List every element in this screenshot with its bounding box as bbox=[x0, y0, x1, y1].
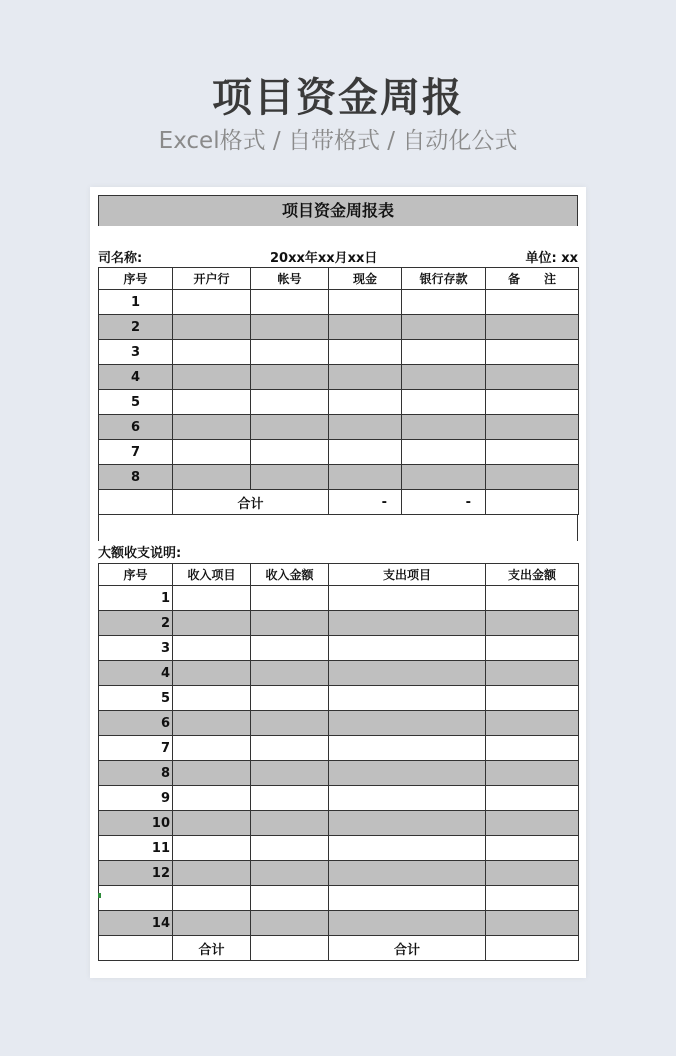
table-cell[interactable] bbox=[486, 440, 579, 465]
table-cell[interactable] bbox=[251, 911, 329, 936]
table-cell[interactable] bbox=[251, 465, 329, 490]
header-cell: 开户行 bbox=[173, 268, 251, 290]
spreadsheet-preview bbox=[90, 187, 586, 978]
total-expense-label[interactable]: 合计 bbox=[329, 936, 486, 961]
sheet-content bbox=[98, 195, 578, 961]
table-row bbox=[99, 886, 579, 911]
table-row bbox=[99, 440, 579, 465]
row-number-cell[interactable]: 10 bbox=[99, 811, 173, 836]
table-row bbox=[99, 786, 579, 811]
table-cell[interactable] bbox=[251, 736, 329, 761]
header-cell: 现金 bbox=[329, 268, 402, 290]
row-number-cell[interactable]: 4 bbox=[99, 365, 173, 390]
table-cell[interactable] bbox=[329, 340, 402, 365]
table-row bbox=[99, 415, 579, 440]
table-cell[interactable] bbox=[329, 636, 486, 661]
table-cell[interactable] bbox=[173, 811, 251, 836]
table-cell[interactable] bbox=[251, 586, 329, 611]
table-cell[interactable] bbox=[402, 415, 486, 440]
table-cell[interactable] bbox=[173, 736, 251, 761]
cell-indicator-mark bbox=[98, 893, 101, 898]
section-label: 大额收支说明: bbox=[98, 546, 182, 561]
company-label: 司名称: bbox=[98, 251, 143, 266]
table-cell[interactable] bbox=[486, 586, 579, 611]
table-cell[interactable] bbox=[173, 886, 251, 911]
table-row bbox=[99, 861, 579, 886]
table-row bbox=[99, 811, 579, 836]
table-cell[interactable] bbox=[251, 340, 329, 365]
header-cell: 银行存款 bbox=[402, 268, 486, 290]
table-cell[interactable] bbox=[329, 861, 486, 886]
table-cell[interactable] bbox=[251, 861, 329, 886]
row-number-cell[interactable]: 2 bbox=[99, 611, 173, 636]
table-cell[interactable] bbox=[173, 861, 251, 886]
table-cell[interactable] bbox=[251, 636, 329, 661]
table-row bbox=[99, 761, 579, 786]
table-cell[interactable] bbox=[329, 686, 486, 711]
table-row bbox=[99, 390, 579, 415]
table-cell[interactable] bbox=[329, 290, 402, 315]
table-cell[interactable] bbox=[251, 761, 329, 786]
table-cell[interactable] bbox=[251, 686, 329, 711]
table-cell[interactable] bbox=[251, 836, 329, 861]
row-number-cell[interactable]: 1 bbox=[99, 586, 173, 611]
table-cell[interactable] bbox=[173, 836, 251, 861]
table-cell[interactable] bbox=[329, 761, 486, 786]
table-cell[interactable] bbox=[173, 636, 251, 661]
table-row bbox=[99, 340, 579, 365]
table-cell[interactable] bbox=[99, 936, 173, 961]
spacer bbox=[98, 515, 578, 541]
table-cell[interactable] bbox=[173, 390, 251, 415]
table-row bbox=[99, 636, 579, 661]
sheet-info-row bbox=[98, 242, 578, 267]
table-cell[interactable] bbox=[486, 390, 579, 415]
table-row bbox=[99, 911, 579, 936]
table-cell[interactable] bbox=[173, 415, 251, 440]
table-cell[interactable] bbox=[99, 490, 173, 515]
row-number-cell[interactable]: 11 bbox=[99, 836, 173, 861]
table-cell[interactable] bbox=[329, 415, 402, 440]
table-cell[interactable] bbox=[329, 586, 486, 611]
table-header-row bbox=[99, 268, 579, 290]
table-cell[interactable] bbox=[251, 315, 329, 340]
header-cell: 帐号 bbox=[251, 268, 329, 290]
row-number-cell[interactable]: 7 bbox=[99, 440, 173, 465]
header-cell: 备 注 bbox=[486, 268, 579, 290]
table-cell[interactable] bbox=[329, 390, 402, 415]
date-label: 20xx年xx月xx日 bbox=[270, 251, 378, 266]
row-number-cell[interactable]: 4 bbox=[99, 661, 173, 686]
table-cell[interactable] bbox=[402, 290, 486, 315]
table-header-row bbox=[99, 564, 579, 586]
table-cell[interactable] bbox=[173, 911, 251, 936]
spacer bbox=[98, 226, 578, 242]
table-cell[interactable] bbox=[486, 936, 579, 961]
table-cell[interactable] bbox=[251, 611, 329, 636]
table-cell[interactable] bbox=[251, 415, 329, 440]
table-cell[interactable] bbox=[329, 611, 486, 636]
table-cell[interactable] bbox=[173, 611, 251, 636]
table-cell[interactable] bbox=[173, 340, 251, 365]
row-number-cell[interactable]: 3 bbox=[99, 340, 173, 365]
table-cell[interactable] bbox=[329, 811, 486, 836]
row-number-cell[interactable]: 3 bbox=[99, 636, 173, 661]
table-cell[interactable] bbox=[173, 465, 251, 490]
table-cell[interactable] bbox=[329, 786, 486, 811]
page-title: 项目资金周报 bbox=[212, 75, 464, 121]
table-cell[interactable] bbox=[251, 440, 329, 465]
table-row bbox=[99, 586, 579, 611]
table-cell[interactable] bbox=[251, 786, 329, 811]
table-cell[interactable] bbox=[173, 586, 251, 611]
total-label[interactable]: 合计 bbox=[173, 490, 329, 515]
unit-label: 单位: xx bbox=[525, 251, 578, 266]
table-cell[interactable] bbox=[486, 290, 579, 315]
header-cell: 支出项目 bbox=[329, 564, 486, 586]
row-number-cell[interactable]: 8 bbox=[99, 465, 173, 490]
large-transactions-table bbox=[98, 563, 579, 961]
table-row bbox=[99, 661, 579, 686]
table-row bbox=[99, 365, 579, 390]
table-cell[interactable] bbox=[486, 886, 579, 911]
table-cell[interactable] bbox=[173, 761, 251, 786]
total-row bbox=[99, 490, 579, 515]
row-number-cell[interactable]: 12 bbox=[99, 861, 173, 886]
table-cell[interactable] bbox=[486, 340, 579, 365]
table-cell[interactable] bbox=[486, 786, 579, 811]
table-cell[interactable] bbox=[329, 465, 402, 490]
table-row bbox=[99, 611, 579, 636]
row-number-cell[interactable]: 6 bbox=[99, 415, 173, 440]
table-cell[interactable] bbox=[173, 661, 251, 686]
table-cell[interactable] bbox=[486, 736, 579, 761]
row-number-cell[interactable]: 6 bbox=[99, 711, 173, 736]
header-cell: 序号 bbox=[99, 564, 173, 586]
table-cell[interactable] bbox=[329, 711, 486, 736]
table-cell[interactable] bbox=[173, 290, 251, 315]
table-cell[interactable] bbox=[251, 365, 329, 390]
table-cell[interactable] bbox=[486, 711, 579, 736]
table-cell[interactable] bbox=[173, 686, 251, 711]
table-cell[interactable] bbox=[251, 290, 329, 315]
table-cell[interactable] bbox=[486, 911, 579, 936]
row-number-cell[interactable]: 1 bbox=[99, 290, 173, 315]
table-cell[interactable] bbox=[486, 315, 579, 340]
page-subtitle: Excel格式 / 自带格式 / 自动化公式 bbox=[158, 128, 518, 154]
table-cell[interactable] bbox=[251, 936, 329, 961]
table-cell[interactable] bbox=[329, 440, 402, 465]
sheet-title: 项目资金周报表 bbox=[98, 195, 578, 226]
table-cell[interactable] bbox=[402, 440, 486, 465]
table-cell[interactable] bbox=[402, 390, 486, 415]
fund-table bbox=[98, 267, 579, 515]
total-row bbox=[99, 936, 579, 961]
row-number-cell[interactable]: 14 bbox=[99, 911, 173, 936]
table-cell[interactable] bbox=[251, 711, 329, 736]
table-cell[interactable] bbox=[402, 365, 486, 390]
total-income-label[interactable]: 合计 bbox=[173, 936, 251, 961]
table-cell[interactable] bbox=[173, 440, 251, 465]
table-row bbox=[99, 836, 579, 861]
table-cell[interactable] bbox=[173, 365, 251, 390]
total-cash[interactable]: - bbox=[329, 490, 402, 515]
table-cell[interactable] bbox=[329, 836, 486, 861]
row-number-cell[interactable]: 8 bbox=[99, 761, 173, 786]
table-cell[interactable] bbox=[486, 415, 579, 440]
table-cell[interactable] bbox=[402, 315, 486, 340]
header-cell: 序号 bbox=[99, 268, 173, 290]
table-cell[interactable] bbox=[486, 465, 579, 490]
table-cell[interactable] bbox=[402, 340, 486, 365]
total-bank[interactable]: - bbox=[402, 490, 486, 515]
table-cell[interactable] bbox=[251, 811, 329, 836]
table-row bbox=[99, 290, 579, 315]
header-cell: 收入金额 bbox=[251, 564, 329, 586]
row-number-cell[interactable]: 9 bbox=[99, 786, 173, 811]
table-cell[interactable] bbox=[486, 365, 579, 390]
table-cell[interactable] bbox=[402, 465, 486, 490]
table-cell[interactable] bbox=[251, 661, 329, 686]
header-cell: 支出金额 bbox=[486, 564, 579, 586]
row-number-cell[interactable]: 5 bbox=[99, 390, 173, 415]
row-number-cell[interactable]: 5 bbox=[99, 686, 173, 711]
table-cell[interactable] bbox=[329, 661, 486, 686]
table-cell[interactable] bbox=[173, 786, 251, 811]
table-row bbox=[99, 465, 579, 490]
table-cell[interactable] bbox=[329, 736, 486, 761]
row-number-cell[interactable]: 2 bbox=[99, 315, 173, 340]
table-cell[interactable] bbox=[173, 711, 251, 736]
table-row bbox=[99, 315, 579, 340]
row-number-cell[interactable] bbox=[99, 886, 173, 911]
table-cell[interactable] bbox=[329, 365, 402, 390]
table-row bbox=[99, 686, 579, 711]
table-cell[interactable] bbox=[329, 886, 486, 911]
table-cell[interactable] bbox=[486, 811, 579, 836]
table-cell[interactable] bbox=[486, 636, 579, 661]
table-cell[interactable] bbox=[251, 886, 329, 911]
table-cell[interactable] bbox=[329, 911, 486, 936]
table-cell[interactable] bbox=[329, 315, 402, 340]
header-cell: 收入项目 bbox=[173, 564, 251, 586]
table-cell[interactable] bbox=[486, 686, 579, 711]
table-cell[interactable] bbox=[486, 490, 579, 515]
table-cell[interactable] bbox=[486, 861, 579, 886]
table-cell[interactable] bbox=[486, 761, 579, 786]
table-cell[interactable] bbox=[251, 390, 329, 415]
table-row bbox=[99, 711, 579, 736]
table-cell[interactable] bbox=[173, 315, 251, 340]
table-cell[interactable] bbox=[486, 661, 579, 686]
row-number-cell[interactable]: 7 bbox=[99, 736, 173, 761]
table-cell[interactable] bbox=[486, 836, 579, 861]
table-cell[interactable] bbox=[486, 611, 579, 636]
table-row bbox=[99, 736, 579, 761]
